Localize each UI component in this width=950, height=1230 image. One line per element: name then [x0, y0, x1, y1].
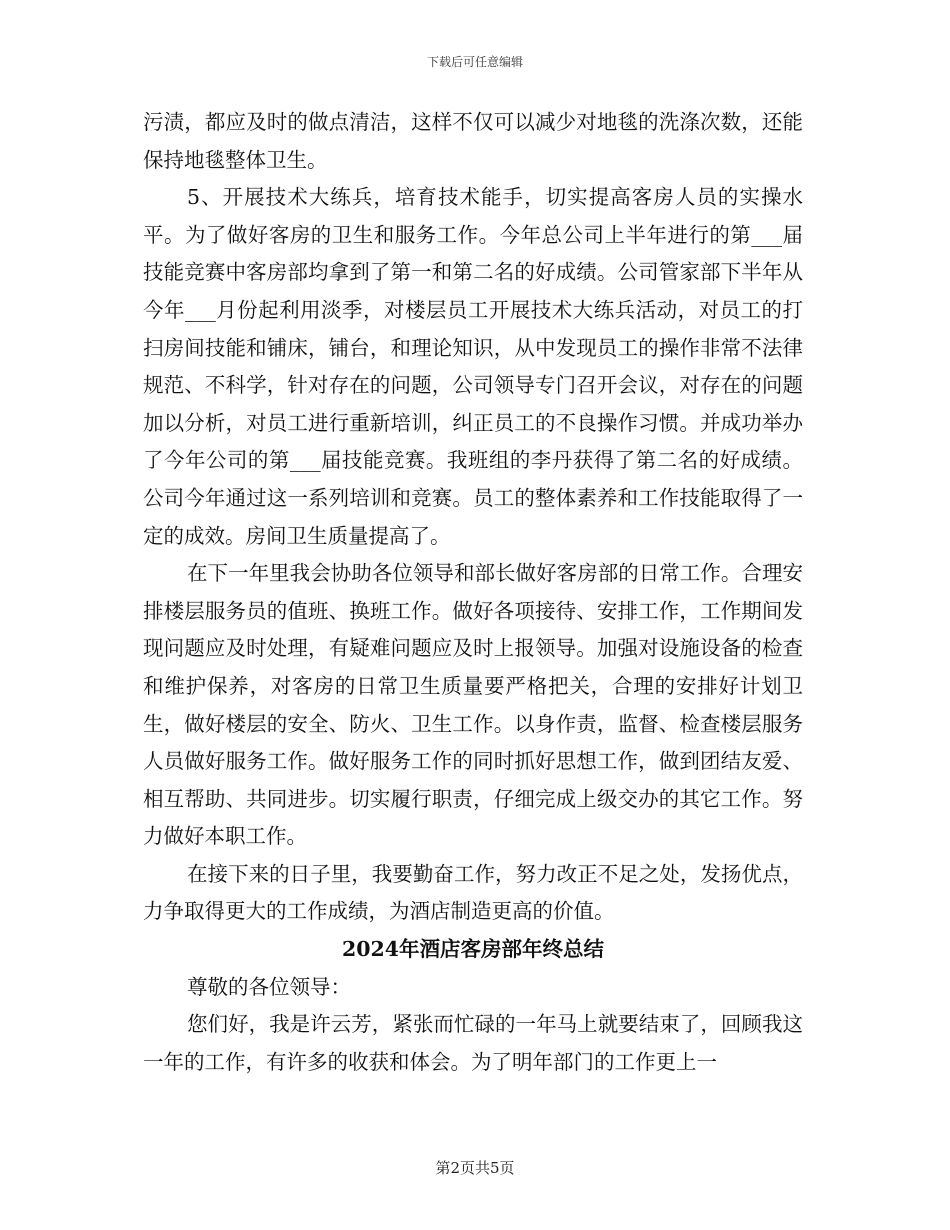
paragraph-continuation: 污渍，都应及时的做点清洁，这样不仅可以减少对地毯的洗涤次数，还能保持地毯整体卫生。	[143, 110, 803, 172]
paragraph-greeting: 您们好，我是许云芳，紧张而忙碌的一年马上就要结束了，回顾我这一年的工作，有许多的收获和体会。为了明年部门的工作更上一	[143, 1012, 803, 1074]
document-title: 2024年酒店客房部年终总结	[341, 937, 605, 962]
page-header: 下载后可任意编辑	[426, 55, 523, 69]
paragraph-next-year-plan: 在下一年里我会协助各位领导和部长做好客房部的日常工作。合理安排楼层服务员的值班、换班工作。做好各项接待、安排工作，工作期间发现问题应及时处理，有疑难问题应及时上报领导。加强对设施设备的检查和维护保养，对客房的日常卫生质量要严格把关，合理的安排好计划卫生，做好楼层的安全、防火、卫生工作。以身作责，监督、检查楼层服务人员做好服务工作。做好服务工作的同时抓好思想工作，做到团结友爱、相互帮助、共同进步。切实履行职责，仔细完成上级交办的其它工作。努力做好本职工作。	[143, 561, 803, 849]
page-footer: 第2页共5页	[435, 1159, 515, 1177]
paragraph-closing: 在接下来的日子里，我要勤奋工作，努力改正不足之处，发扬优点，力争取得更大的工作成绩，为酒店制造更高的价值。	[143, 861, 803, 924]
paragraph-skills-training: 5、开展技术大练兵，培育技术能手，切实提高客房人员的实操水平。为了做好客房的卫生和服务工作。今年总公司上半年进行的第___届技能竞赛中客房部均拿到了第一和第二名的好成绩。公司管家部下半年从今年___月份起利用淡季，对楼层员工开展技术大练兵活动，对员工的打扫房间技能和铺床，铺台，和理论知识，从中发现员工的操作非常不法律规范、不科学，针对存在的问题，公司领导专门召开会议，对存在的问题加以分析，对员工进行重新培训，纠正员工的不良操作习惯。并成功举办了今年公司的第___届技能竞赛。我班组的李丹获得了第二名的好成绩。公司今年通过这一系列培训和竞赛。员工的整体素养和工作技能取得了一定的成效。房间卫生质量提高了。	[143, 185, 803, 548]
document-body	[143, 104, 803, 1081]
salutation: 尊敬的各位领导：	[187, 974, 351, 999]
